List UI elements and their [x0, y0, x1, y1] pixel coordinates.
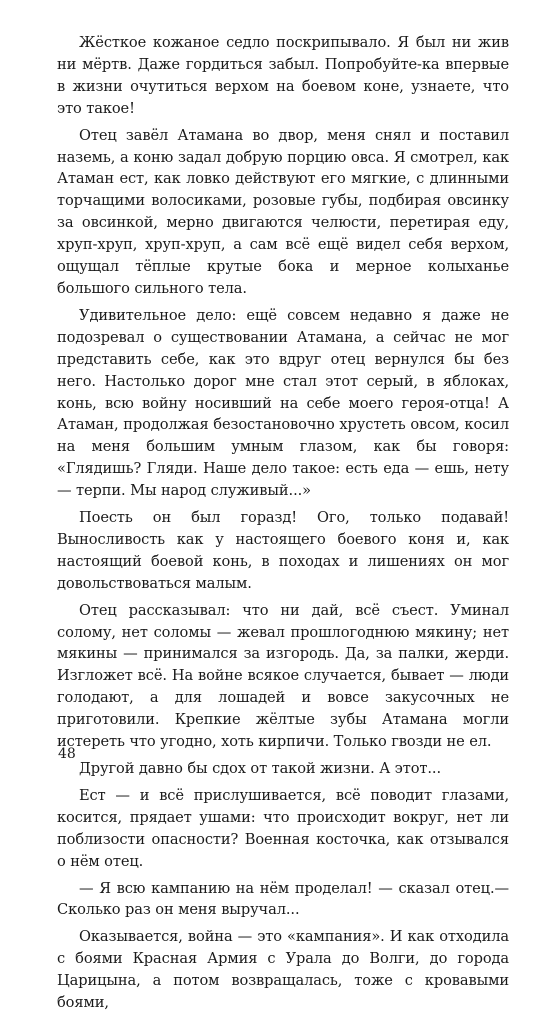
paragraph-3: Удивительное дело: ещё совсем недавно я даже не подозревал о существовании Атамана, а сейчас не мог представить себе, как это вдруг отец вернулся бы без него. Настолько дорог мне стал этот серый, в яблоках, конь, всю войну носивший на себе моего героя-отца! А Атаман, продолжая безостановочно хрустеть овсом, косил на меня большим умным глазом, как бы говоря: «Глядишь? Гляди. Наше дело такое: есть еда — ешь, нету — терпи. Мы народ служивый...»: [57, 306, 509, 500]
paragraph-4: Поесть он был горазд! Ого, только подавай! Выносливость как у настоящего боевого коня и, как настоящий боевой конь, в походах и лишениях он мог довольствоваться малым.: [57, 509, 509, 592]
paragraph-8: — Я всю кампанию на нём проделал! — сказал отец.— Сколько раз он меня выручал...: [57, 879, 509, 919]
paragraph-5: Отец рассказывал: что ни дай, всё съест. Уминал солому, нет соломы — жевал прошлогоднюю мякину; нет мякины — принимался за изгородь. Да, за палки, жерди. Изгложет всё. На войне всякое случается, бывает — люди голодают, а для лошадей и вовсе закусочных не приготовили. Крепкие жёлтые зубы Атамана могли истереть что угодно, хоть кирпичи. Только гвозди не ел.: [57, 601, 509, 751]
paragraph-2: Отец завёл Атамана во двор, меня снял и поставил наземь, а коню задал добрую порцию овса. Я смотрел, как Атаман ест, как ловко действуют его мягкие, с длинными торчащими волосиками, розовые губы, подбирая овсинку за овсинкой, мерно двигаются челюсти, перетирая еду, хруп-хруп, хруп-хруп, а сам всё ещё видел себя верхом, ощущал тёплые крутые бока и мерное колыханье большого сильного тела.: [57, 126, 509, 297]
paragraph-9: Оказывается, война — это «кампания». И как отходила с боями Красная Армия с Урала до Волги, до города Царицына, а потом возвращалась, тоже с кровавыми боями,: [57, 928, 509, 1012]
paragraph-6: Другой давно бы сдох от такой жизни. А этот...: [79, 760, 442, 777]
page-text-body: [57, 32, 509, 1019]
page-number: 48: [58, 746, 76, 762]
paragraph-1: Жёсткое кожаное седло поскрипывало. Я был ни жив ни мёртв. Даже гордиться забыл. Попробуйте-ка впервые в жизни очутиться верхом на боевом коне, узнаете, что это такое!: [57, 34, 509, 117]
paragraph-7: Ест — и всё прислушивается, всё поводит глазами, косится, прядает ушами: что происходит вокруг, нет ли поблизости опасности? Военная косточка, как отзывался о нём отец.: [57, 786, 509, 870]
